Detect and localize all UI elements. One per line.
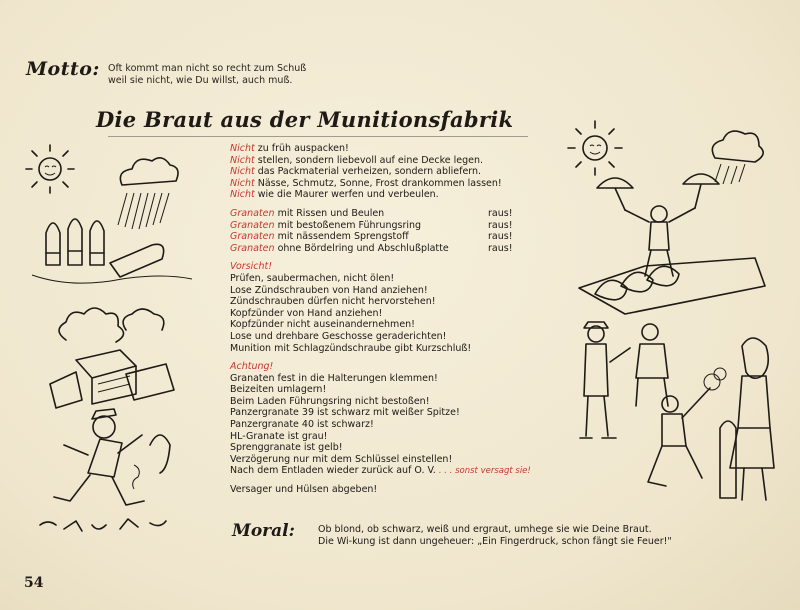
granaten-line bbox=[230, 220, 600, 232]
nicht-text: das Packmaterial verheizen, sondern abliefern. bbox=[257, 166, 482, 178]
nicht-key: Nicht bbox=[230, 154, 255, 166]
achtung-line: Verzögerung nur mit dem Schlüssel einstellen! bbox=[230, 453, 453, 465]
achtung-line: HL-Granate ist grau! bbox=[230, 430, 328, 442]
achtung-last-line bbox=[230, 465, 600, 477]
nicht-key: Nicht bbox=[230, 143, 255, 154]
granaten-line bbox=[230, 231, 600, 243]
nicht-line bbox=[230, 143, 600, 155]
achtung-heading: Achtung! bbox=[230, 361, 274, 373]
motto-label: Motto: bbox=[26, 58, 100, 80]
granaten-key: Granaten bbox=[230, 231, 275, 243]
granaten-line bbox=[230, 208, 600, 220]
nicht-key: Nicht bbox=[230, 177, 255, 189]
achtung-line: Beizeiten umlagern! bbox=[230, 384, 327, 396]
raus-text: raus! bbox=[488, 219, 513, 231]
achtung-line: Beim Laden Führungsring nicht bestoßen! bbox=[230, 395, 430, 407]
moral-text bbox=[318, 524, 672, 548]
vorsicht-line: Prüfen, saubermachen, nicht ölen! bbox=[230, 272, 395, 284]
vorsicht-line: Zündschrauben dürfen nicht hervorstehen! bbox=[230, 296, 436, 308]
moral-line: Die Wi-kung ist dann ungeheuer: „Ein Fingerdruck, schon fängt sie Feuer!" bbox=[318, 536, 672, 547]
nicht-key: Nicht bbox=[230, 166, 255, 178]
vorsicht-line: Lose und drehbare Geschosse geraderichten! bbox=[230, 330, 447, 342]
soldiers-with-bride-illustration bbox=[570, 318, 790, 518]
achtung-line: Panzergranate 40 ist schwarz! bbox=[230, 419, 374, 431]
motto-text bbox=[108, 63, 306, 87]
nicht-text: zu früh auspacken! bbox=[257, 143, 349, 154]
raus-text: raus! bbox=[488, 231, 513, 243]
officer-figure bbox=[610, 324, 668, 406]
title-underline bbox=[108, 136, 528, 137]
shell-icons bbox=[32, 219, 192, 283]
granaten-line bbox=[230, 243, 600, 255]
achtung-line: Granaten fest in die Halterungen klemmen! bbox=[230, 372, 438, 384]
granaten-key: Granaten bbox=[230, 207, 275, 219]
nicht-text: wie die Maurer werfen und verbeulen. bbox=[257, 189, 439, 201]
page-number: 54 bbox=[24, 575, 44, 591]
nicht-line bbox=[230, 178, 600, 190]
page-title: Die Braut aus der Munitionsfabrik bbox=[96, 107, 514, 132]
instructions-text bbox=[230, 143, 600, 496]
raus-text: raus! bbox=[488, 207, 513, 219]
sun-icon bbox=[568, 121, 622, 175]
granaten-text: mit Rissen und Beulen bbox=[277, 207, 385, 219]
nicht-key: Nicht bbox=[230, 189, 255, 201]
motto-line: weil sie nicht, wie Du willst, auch muß. bbox=[108, 75, 293, 86]
moral-label: Moral: bbox=[232, 521, 295, 541]
granaten-key: Granaten bbox=[230, 219, 275, 231]
officer-with-umbrellas-illustration bbox=[555, 118, 775, 328]
granaten-key: Granaten bbox=[230, 242, 275, 254]
exploding-crates-illustration bbox=[36, 300, 206, 410]
nicht-line bbox=[230, 155, 600, 167]
vorsicht-line: Kopfzünder von Hand anziehen! bbox=[230, 307, 383, 319]
injured-man-illustration bbox=[30, 405, 205, 545]
achtung-last-tail: . . . sonst versagt sie! bbox=[438, 466, 531, 477]
shells-in-rain-illustration bbox=[22, 145, 222, 305]
vorsicht-heading: Vorsicht! bbox=[230, 261, 273, 273]
granaten-text: ohne Bördelring und Abschlußplatte bbox=[277, 242, 449, 254]
nicht-text: Nässe, Schmutz, Sonne, Frost drankommen lassen! bbox=[257, 177, 502, 189]
granaten-text: mit nässendem Sprengstoff bbox=[277, 231, 409, 243]
soldier-figure bbox=[580, 322, 616, 438]
achtung-last-text: Nach dem Entladen wieder zurück auf O. V. bbox=[230, 465, 436, 477]
closing-line: Versager und Hülsen abgeben! bbox=[230, 484, 378, 496]
nicht-text: stellen, sondern liebevoll auf eine Decke legen. bbox=[257, 154, 484, 166]
nicht-line bbox=[230, 189, 600, 201]
kneeling-suitor-figure bbox=[648, 368, 726, 486]
moral-line: Ob blond, ob schwarz, weiß und ergraut, umhege sie wie Deine Braut. bbox=[318, 524, 652, 535]
granaten-text: mit bestoßenem Führungsring bbox=[277, 219, 422, 231]
raus-text: raus! bbox=[488, 242, 513, 254]
cloud-rain-icon bbox=[118, 158, 178, 229]
vorsicht-line: Lose Zündschrauben von Hand anziehen! bbox=[230, 284, 428, 296]
vorsicht-line: Munition mit Schlagzündschraube gibt Kurzschluß! bbox=[230, 342, 472, 354]
sun-icon bbox=[26, 145, 74, 193]
nicht-line bbox=[230, 166, 600, 178]
achtung-line: Panzergranate 39 ist schwarz mit weißer Spitze! bbox=[230, 407, 460, 419]
motto-line: Oft kommt man nicht so recht zum Schuß bbox=[108, 63, 307, 74]
achtung-line: Sprenggranate ist gelb! bbox=[230, 442, 343, 454]
cloud-rain-icon bbox=[712, 131, 763, 184]
vorsicht-line: Kopfzünder nicht auseinandernehmen! bbox=[230, 319, 415, 331]
